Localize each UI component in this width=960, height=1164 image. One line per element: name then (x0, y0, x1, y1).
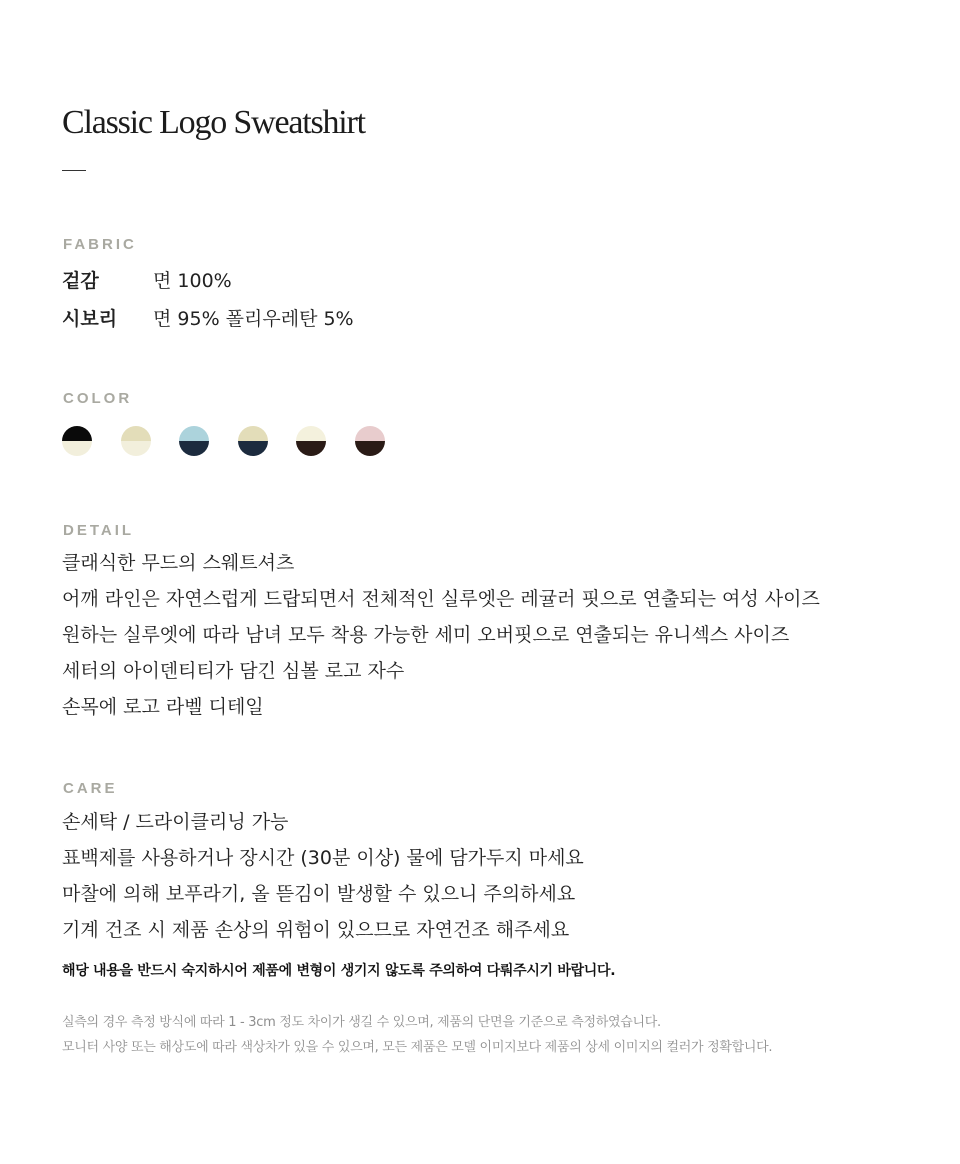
swatch-top-half (62, 426, 92, 441)
swatch-top-half (355, 426, 385, 441)
color-swatch[interactable] (296, 426, 326, 456)
care-notice: 해당 내용을 반드시 숙지하시어 제품에 변형이 생기지 않도록 주의하여 다뤄주시기 바랍니다. (62, 963, 616, 979)
care-line: 손세탁 / 드라이클리닝 가능 (62, 811, 289, 833)
color-swatch[interactable] (62, 426, 92, 456)
detail-line: 세터의 아이덴티티가 담긴 심볼 로고 자수 (62, 660, 405, 682)
detail-section-label: DETAIL (63, 522, 135, 539)
fabric-section-label: FABRIC (63, 236, 137, 253)
swatch-bottom-half (238, 441, 268, 456)
color-swatch[interactable] (238, 426, 268, 456)
footnote-color-accuracy: 모니터 사양 또는 해상도에 따라 색상차가 있을 수 있으며, 모든 제품은 모델 이미지보다 제품의 상세 이미지의 컬러가 정확합니다. (62, 1040, 773, 1055)
footnote-measurement: 실측의 경우 측정 방식에 따라 1 - 3cm 정도 차이가 생길 수 있으며, 제품의 단면을 기준으로 측정하였습니다. (62, 1015, 661, 1030)
fabric-value: 면 95% 폴리우레탄 5% (153, 308, 354, 330)
swatch-top-half (121, 426, 151, 441)
swatch-bottom-half (62, 441, 92, 456)
color-swatch[interactable] (121, 426, 151, 456)
swatch-bottom-half (121, 441, 151, 456)
color-swatch[interactable] (179, 426, 209, 456)
footnotes (62, 1010, 772, 1060)
swatch-bottom-half (179, 441, 209, 456)
color-swatch[interactable] (355, 426, 385, 456)
care-line: 마찰에 의해 보푸라기, 올 뜯김이 발생할 수 있으니 주의하세요 (62, 883, 576, 905)
detail-line: 원하는 실루엣에 따라 남녀 모두 착용 가능한 세미 오버핏으로 연출되는 유니섹스 사이즈 (62, 624, 790, 646)
care-line: 표백제를 사용하거나 장시간 (30분 이상) 물에 담가두지 마세요 (62, 847, 584, 869)
care-section-label: CARE (63, 780, 118, 797)
swatch-top-half (238, 426, 268, 441)
fabric-key: 시보리 (62, 308, 118, 330)
title-divider (62, 170, 86, 171)
swatch-top-half (296, 426, 326, 441)
care-line: 기계 건조 시 제품 손상의 위험이 있으므로 자연건조 해주세요 (62, 919, 570, 941)
fabric-key: 겉감 (62, 270, 99, 292)
swatch-bottom-half (355, 441, 385, 456)
swatch-bottom-half (296, 441, 326, 456)
product-title: Classic Logo Sweatshirt (62, 104, 365, 141)
care-lines (62, 804, 584, 948)
detail-lines (62, 545, 820, 725)
color-section-label: COLOR (63, 390, 133, 407)
detail-line: 손목에 로고 라벨 디테일 (62, 696, 264, 718)
fabric-value: 면 100% (153, 270, 232, 292)
detail-line: 어깨 라인은 자연스럽게 드랍되면서 전체적인 실루엣은 레귤러 핏으로 연출되는 여성 사이즈 (62, 588, 820, 610)
detail-line: 클래식한 무드의 스웨트셔츠 (62, 552, 295, 574)
swatch-top-half (179, 426, 209, 441)
